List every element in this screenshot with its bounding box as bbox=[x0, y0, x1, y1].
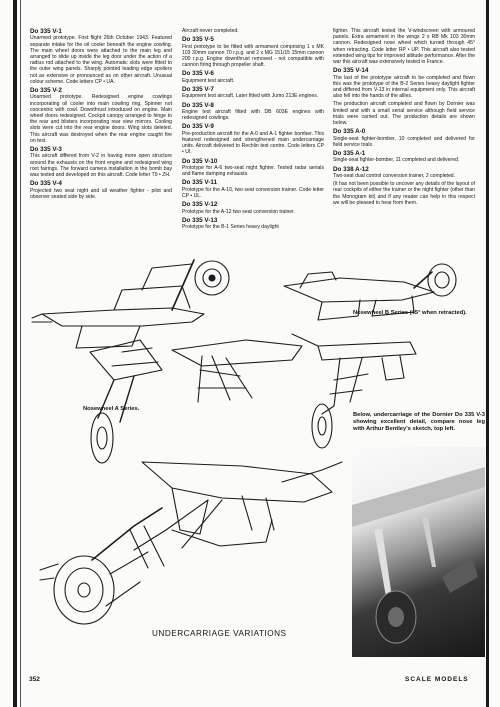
entry-body: Unarmed prototype. First flight 26th October 1943. Featured separate intake for the oil cooler beneath the engine cowling. The main wheel doors were attached to the main leg and arranged to slide up inside the leg door under the action of a radius rod attached to the wing. Automatic slots were fitted to the outer wing panels. Sharply pointed leading edge spoilers not as extensive or pronounced as on other aircraft. Unusual colour scheme. Code letters CP • UA. bbox=[30, 35, 172, 85]
nosewheel-a-caption: Nosewheel A Series. bbox=[83, 406, 140, 412]
entry-body: Single-seat fighter-bomber, 10 completed and delivered for field service trials. bbox=[333, 135, 475, 148]
entry-heading: Do 335 V-3 bbox=[30, 146, 62, 154]
aircraft-entry bbox=[182, 201, 324, 215]
text-column-3 bbox=[333, 28, 475, 250]
entry-body: Single-seat fighter-bomber, 11 completed and delivered. bbox=[333, 157, 460, 164]
entry-heading: Do 335 V-9 bbox=[182, 123, 214, 131]
left-margin-rule bbox=[13, 0, 17, 707]
entry-heading: Do 335 V-5 bbox=[182, 36, 214, 44]
aircraft-entry bbox=[30, 87, 172, 144]
aircraft-entry bbox=[182, 102, 324, 122]
entry-body: First prototype to be fitted with armament comprising 1 x MK 103 30mm cannon 70 r.p.g. and 2 x MG 151/15 15mm cannon 200 r.p.g. Engine downthrust removed - not compatible with cannon firing through propeller shaft. bbox=[182, 43, 324, 69]
aircraft-entry bbox=[182, 179, 324, 199]
aircraft-entry bbox=[182, 70, 324, 84]
aircraft-entry bbox=[333, 101, 475, 126]
entry-heading: Do 335 A-0 bbox=[333, 128, 366, 136]
entry-body: Prototype for the A-10, two seat conversion trainer. Code letter CP • UL. bbox=[182, 186, 324, 200]
photo-caption: Below, undercarriage of the Dornier Do 335 V-3 showing excellent detail, compare nose leg with Arthur Bentley's sketch, top left. bbox=[353, 412, 485, 432]
entry-heading: Do 335 V-11 bbox=[182, 179, 218, 187]
aircraft-entry bbox=[182, 28, 324, 34]
entry-heading: Do 335 V-12 bbox=[182, 201, 218, 209]
figure-title: UNDERCARRIAGE VARIATIONS bbox=[152, 629, 287, 638]
entry-heading: Do 335 V-8 bbox=[182, 101, 214, 109]
entry-body: The production aircraft completed and flown by Dornier was limited and with a small serial service although field service trials were carried out. The production details are shown below. bbox=[333, 101, 475, 127]
entry-body: Engine test aircraft fitted with DB 603E engines with redesigned cowlings. bbox=[182, 109, 324, 122]
entry-heading: Do 338 A-12 bbox=[333, 165, 369, 173]
entry-heading: Do 335 V-6 bbox=[182, 70, 214, 78]
entry-heading: Do 335 V-2 bbox=[30, 87, 62, 95]
undercarriage-photo bbox=[352, 447, 485, 657]
entry-heading: Do 335 V-13 bbox=[182, 216, 218, 224]
entry-body: fighter. This aircraft tested the V-windscreen with armoured panels. Extra armament in the wings 2 x RB Mk 103 30mm cannon. Redesigned nose wheel which turned through 45° when retracting. Code letter RP • UP. This aircraft also tested extended wing tips for improved altitude performance. After the war this aircraft was extensively tested in France. bbox=[333, 28, 475, 66]
magazine-name: SCALE MODELS bbox=[405, 676, 469, 683]
entry-heading: Do 335 V-4 bbox=[30, 180, 62, 188]
entry-heading: Do 335 V-1 bbox=[30, 28, 62, 35]
aircraft-entry bbox=[30, 146, 172, 178]
nosewheel-b-caption: Nosewheel B Series (45° when retracted). bbox=[353, 310, 467, 316]
aircraft-entry bbox=[333, 28, 475, 65]
entry-body: The last of the prototype aircraft to be completed and flown this was the prototype of the B-2 Series heavy daylight fighter and differed from V-13 in internal equipment only. This aircraft also fell into the hands of the allies. bbox=[333, 74, 475, 100]
entry-body: Pre-production aircraft for the A-0 and A-1 fighter bomber. This featured redesigned and strengthened main undercarriage units. Aircraft delivered to Rechlin test centre. Code letters CP • UI. bbox=[182, 130, 324, 156]
main-gear-drawing-left bbox=[32, 260, 229, 348]
entry-heading: Do 335 V-7 bbox=[182, 86, 214, 94]
aircraft-entry bbox=[182, 123, 324, 155]
text-column-2 bbox=[182, 28, 324, 256]
entry-body: Equipment test aircraft. bbox=[182, 77, 235, 84]
aircraft-entry bbox=[333, 128, 475, 148]
entry-body: Two-seat dual control conversion trainer, 2 completed. bbox=[333, 173, 456, 180]
page-number: 352 bbox=[29, 676, 40, 683]
entry-body: This aircraft differed from V-2 in having more open structure around the exhausts on the front engine and redesigned wing root fairings. The forward camera installation in the bomb bay was tested and developed on this aircraft. Code letter T9 • ZH. bbox=[30, 153, 172, 179]
aircraft-entry bbox=[333, 150, 475, 164]
aircraft-entry bbox=[333, 181, 475, 206]
entry-heading: Do 335 V-14 bbox=[333, 67, 369, 75]
aircraft-entry bbox=[333, 166, 475, 180]
aircraft-entry bbox=[333, 67, 475, 99]
entry-body: Aircraft never completed. bbox=[182, 28, 239, 34]
left-margin-rule-thin bbox=[20, 0, 21, 707]
entry-heading: Do 335 V-10 bbox=[182, 157, 218, 165]
right-margin-rule bbox=[486, 0, 489, 707]
entry-body: (It has not been possible to uncover any details of the layout of rear cockpits of either the trainer or the night fighter (other than the Monogram kit) and if any reader can help in this respect we will be pleased to hear from them. bbox=[333, 181, 475, 206]
aircraft-entry bbox=[182, 217, 324, 231]
main-gear-drawing-bottom bbox=[40, 462, 342, 624]
entry-body: Prototype for the B-1 Series heavy daylight bbox=[182, 224, 279, 231]
aircraft-entry bbox=[182, 86, 324, 100]
aircraft-entry bbox=[30, 28, 172, 85]
entry-body: Prototype for A-6 two-seat night fighter. Tested radar aerials and flame damping exhausts. bbox=[182, 165, 324, 178]
entry-body: Prototype for the A-12 two seat conversion trainer. bbox=[182, 208, 295, 215]
nosewheel-a-drawing bbox=[90, 340, 302, 463]
entry-body: Equipment test aircraft. Later fitted with Jumo 213E engines. bbox=[182, 93, 319, 100]
aircraft-entry bbox=[182, 158, 324, 178]
aircraft-entry bbox=[30, 180, 172, 200]
entry-body: Projected two seat night and all weather fighter - pilot and observer seated side by side. bbox=[30, 187, 172, 200]
entry-heading: Do 335 A-1 bbox=[333, 150, 366, 158]
entry-body: Unarmed prototype. Redesigned engine cowlings incorporating oil cooler into main cowling ring. Spinner not concentric with cowl. Downthrust introduced on engine. Main wheel doors redesigned. Cockpit canopy arranged to hinge to the rear and blisters incorporating rear view mirrors. Cooling slots were cut into the rear engine doors. Wing slots deleted. This aircraft was destroyed when the rear engine caught fire on test. bbox=[30, 94, 172, 144]
aircraft-entry bbox=[182, 36, 324, 68]
